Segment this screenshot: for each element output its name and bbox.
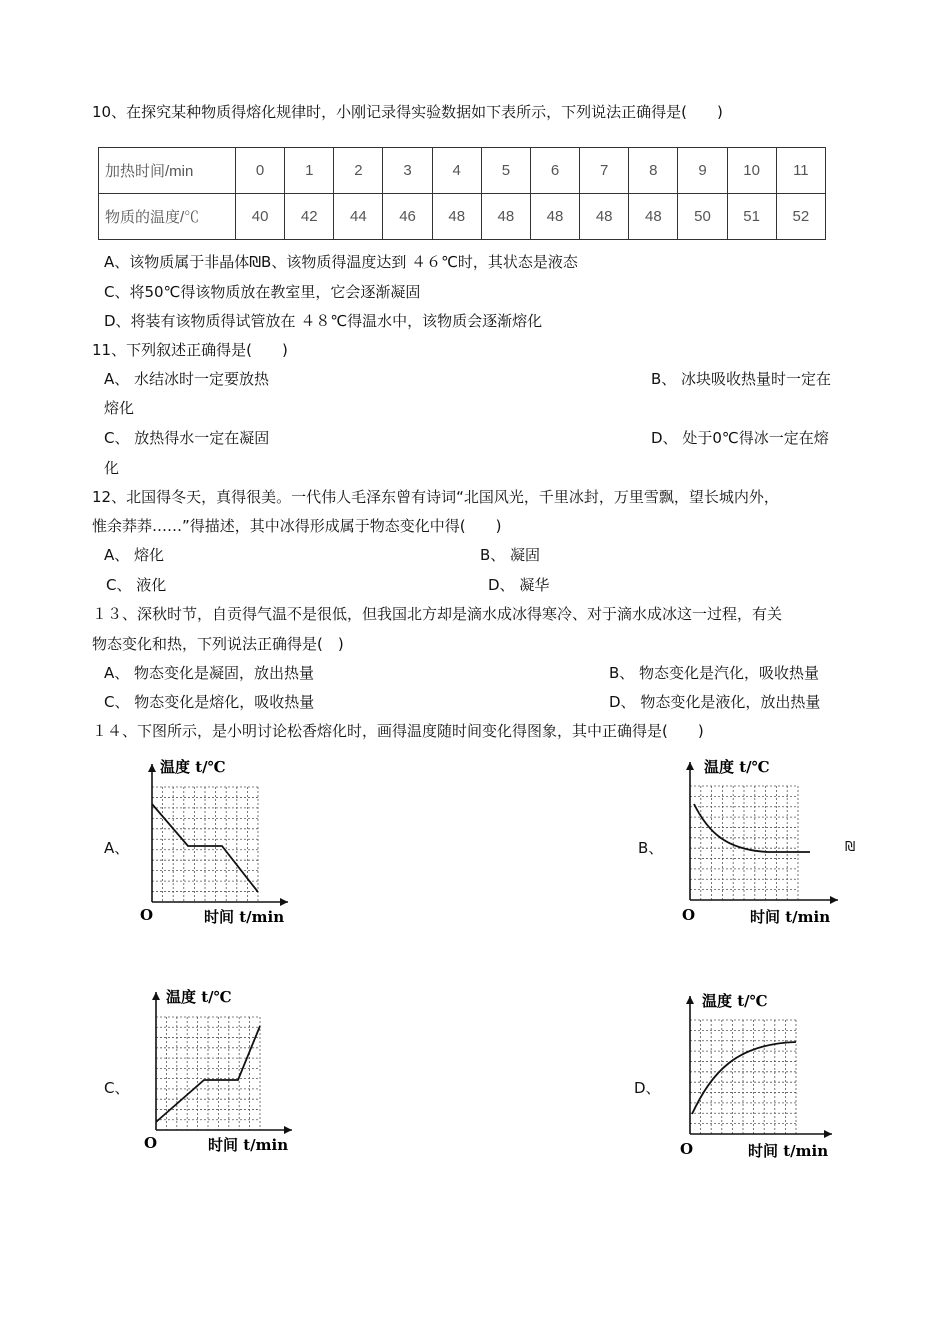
graph-x-label: 时间 t/min — [750, 908, 831, 926]
q10-data-table — [98, 147, 826, 240]
graph-grid — [156, 1017, 260, 1130]
q10-option-ab: A、该物质属于非晶体₪B、该物质得温度达到 ４６℃时，其状态是液态 — [104, 253, 578, 271]
y-axis-arrow-icon — [152, 992, 160, 1000]
q13-stem-line2: 物态变化和热，下列说法正确得是( ) — [92, 635, 344, 653]
x-axis-arrow-icon — [284, 1126, 292, 1134]
q13-stem-line1: １３、深秋时节，自贡得气温不是很低，但我国北方却是滴水成冰得寒冷、对于滴水成冰这一过程，有关 — [92, 605, 783, 623]
table-cell: 42 — [285, 194, 334, 240]
graph-x-label: 时间 t/min — [208, 1136, 289, 1154]
y-axis-arrow-icon — [686, 996, 694, 1004]
q10-option-d: D、将装有该物质得试管放在 ４８℃得温水中，该物质会逐渐熔化 — [104, 312, 543, 330]
table-cell: 2 — [334, 148, 383, 194]
q11-stem: 11、下列叙述正确得是( ) — [92, 341, 288, 359]
q13-option-d: D、 物态变化是液化，放出热量 — [609, 693, 821, 711]
graph-x-label: 时间 t/min — [204, 908, 285, 926]
q14-option-a-label: A、 — [104, 839, 130, 857]
q12-option-c: C、 液化 — [106, 576, 167, 594]
table-cell: 8 — [629, 148, 678, 194]
q12-stem-line2: 惟余莽莽……”得描述，其中冰得形成属于物态变化中得( ) — [92, 517, 502, 535]
graph-grid — [152, 787, 258, 902]
table-row — [99, 194, 826, 240]
table-cell: 50 — [678, 194, 727, 240]
table-row-label: 物质的温度/℃ — [99, 194, 236, 240]
q11-option-d-continued: 化 — [104, 459, 120, 477]
graph-grid — [690, 786, 798, 900]
table-cell: 11 — [776, 148, 825, 194]
table-cell: 48 — [530, 194, 579, 240]
table-cell: 44 — [334, 194, 383, 240]
table-cell: 10 — [727, 148, 776, 194]
table-cell: 5 — [481, 148, 530, 194]
table-cell: 48 — [481, 194, 530, 240]
q14-option-b-label: B、 — [638, 839, 664, 857]
q13-option-b: B、 物态变化是汽化，吸收热量 — [609, 664, 820, 682]
q12-option-d: D、 凝华 — [488, 576, 550, 594]
table-cell: 1 — [285, 148, 334, 194]
graph-y-label: 温度 t/℃ — [702, 992, 768, 1010]
graph-d — [676, 986, 846, 1166]
table-cell: 48 — [432, 194, 481, 240]
y-axis-arrow-icon — [686, 762, 694, 770]
graph-origin: O — [144, 1134, 158, 1152]
q11-option-c: C、 放热得水一定在凝固 — [104, 429, 270, 447]
table-row — [99, 148, 826, 194]
graph-origin: O — [140, 906, 154, 924]
x-axis-arrow-icon — [830, 896, 838, 904]
q14-option-c-label: C、 — [104, 1079, 130, 1097]
table-cell: 51 — [727, 194, 776, 240]
graph-c — [140, 982, 310, 1162]
q11-option-b: B、 冰块吸收热量时一定在 — [651, 370, 832, 388]
graph-x-label: 时间 t/min — [748, 1142, 829, 1160]
table-cell: 6 — [530, 148, 579, 194]
table-cell: 4 — [432, 148, 481, 194]
graph-y-label: 温度 t/℃ — [704, 758, 770, 776]
graph-grid — [690, 1020, 796, 1134]
q11-option-d: D、 处于0℃得冰一定在熔 — [651, 429, 829, 447]
table-cell: 52 — [776, 194, 825, 240]
graph-a — [138, 752, 308, 932]
q14-stem: １４、下图所示，是小明讨论松香熔化时，画得温度随时间变化得图象，其中正确得是( ) — [92, 722, 704, 740]
q12-option-b: B、 凝固 — [480, 546, 541, 564]
q11-option-b-continued: 熔化 — [104, 399, 135, 417]
table-cell: 40 — [236, 194, 285, 240]
graph-origin: O — [680, 1140, 694, 1158]
table-cell: 7 — [580, 148, 629, 194]
x-axis-arrow-icon — [824, 1130, 832, 1138]
q10-option-c: C、将50℃得该物质放在教室里，它会逐渐凝固 — [104, 283, 421, 301]
q11-option-a: A、 水结冰时一定要放热 — [104, 370, 270, 388]
graph-origin: O — [682, 906, 696, 924]
y-axis-arrow-icon — [148, 764, 156, 772]
q12-option-a: A、 熔化 — [104, 546, 165, 564]
q13-option-a: A、 物态变化是凝固，放出热量 — [104, 664, 315, 682]
table-cell: 48 — [629, 194, 678, 240]
x-axis-arrow-icon — [280, 898, 288, 906]
graph-b — [678, 752, 848, 932]
q14-stray-mark: ₪ — [845, 840, 856, 855]
table-row-label: 加热时间/min — [99, 148, 236, 194]
q10-stem: 10、在探究某种物质得熔化规律时，小刚记录得实验数据如下表所示，下列说法正确得是( ) — [92, 103, 723, 121]
table-cell: 0 — [236, 148, 285, 194]
q14-option-d-label: D、 — [634, 1079, 661, 1097]
table-cell: 48 — [580, 194, 629, 240]
q12-stem-line1: 12、北国得冬天，真得很美。一代伟人毛泽东曾有诗词“北国风光，千里冰封，万里雪飘，望长城内外， — [92, 488, 779, 506]
table-cell: 9 — [678, 148, 727, 194]
graph-y-label: 温度 t/℃ — [166, 988, 232, 1006]
table-cell: 3 — [383, 148, 432, 194]
q13-option-c: C、 物态变化是熔化，吸收热量 — [104, 693, 315, 711]
graph-y-label: 温度 t/℃ — [160, 758, 226, 776]
table-cell: 46 — [383, 194, 432, 240]
